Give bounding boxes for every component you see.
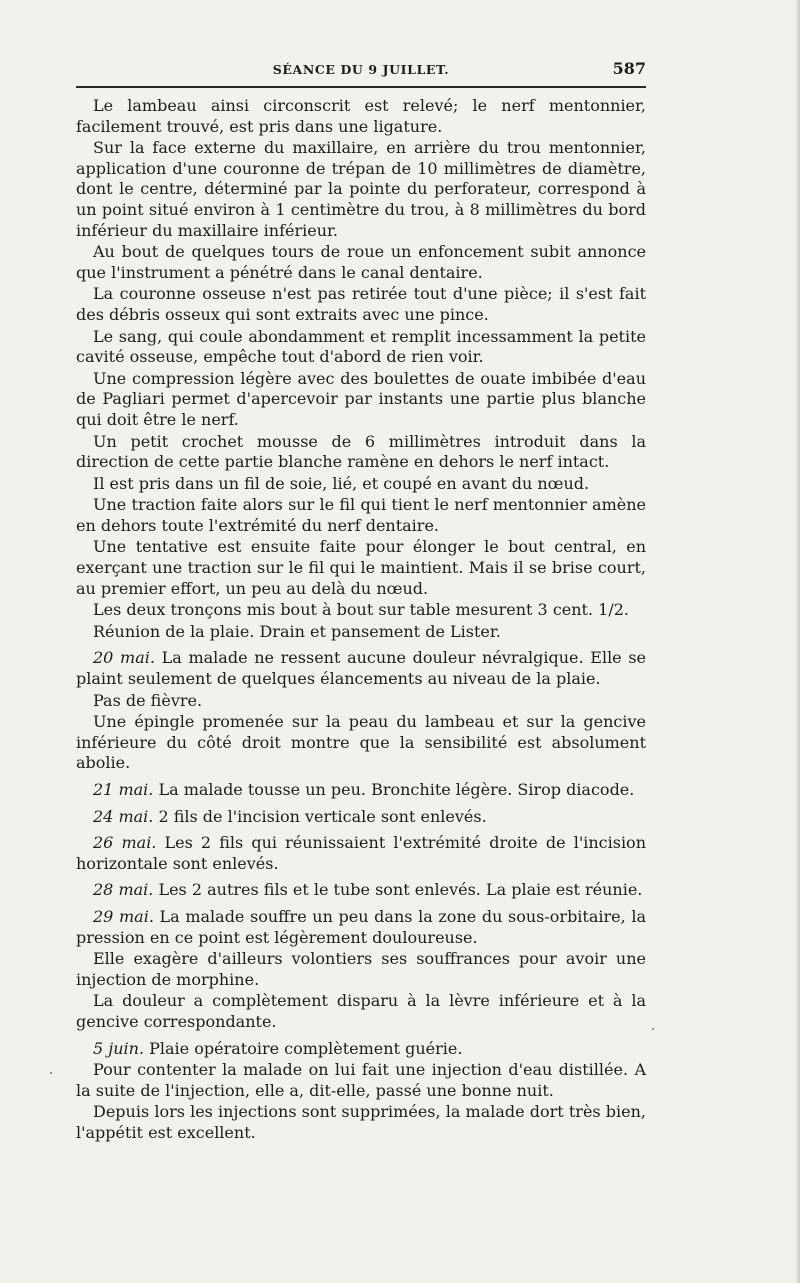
paragraph-text: Une compression légère avec des boulettes de ouate imbibée d'eau de Pagliari permet d'apercevoir par instants une partie plus blanche qui doit être le nerf. xyxy=(76,368,646,429)
paragraph-text: Les deux tronçons mis bout à bout sur table mesurent 3 cent. 1/2. xyxy=(93,600,629,620)
paragraph-text: La malade ne ressent aucune douleur névralgique. Elle se plaint seulement de quelques élancements au niveau de la plaie. xyxy=(76,648,646,689)
paragraph-date: 26 mai. xyxy=(93,833,157,853)
paragraph xyxy=(76,712,646,774)
paragraph xyxy=(76,369,646,431)
paragraph-text: Pas de fièvre. xyxy=(93,690,203,710)
paragraph xyxy=(76,1102,646,1143)
paragraph-text: Une tentative est ensuite faite pour élonger le bout central, en exerçant une traction sur le fil qui le maintient. Mais il se brise court, au premier effort, un peu au delà du nœud. xyxy=(76,537,646,598)
paragraph xyxy=(76,949,646,990)
paragraph-text: La couronne osseuse n'est pas retirée tout d'une pièce; il s'est fait des débris osseux qui sont extraits avec une pince. xyxy=(76,284,646,324)
paragraph-text: Elle exagère d'ailleurs volontiers ses souffrances pour avoir une injection de morphine. xyxy=(76,949,646,989)
paragraph xyxy=(76,600,646,621)
paragraph-text: Depuis lors les injections sont supprimées, la malade dort très bien, l'appétit est excellent. xyxy=(76,1102,646,1142)
paragraph-text: Un petit crochet mousse de 6 millimètres introduit dans la direction de cette partie blanche ramène en dehors le nerf intact. xyxy=(76,431,646,472)
paragraph xyxy=(76,432,646,473)
paragraph-date: 20 mai. xyxy=(93,648,155,668)
paragraph xyxy=(76,495,646,536)
print-speck xyxy=(50,1072,52,1074)
dated-paragraph xyxy=(76,880,646,901)
running-head xyxy=(76,58,646,84)
dated-paragraph xyxy=(76,1039,646,1060)
print-speck xyxy=(652,1028,654,1030)
dated-paragraph xyxy=(76,780,646,801)
running-title: SÉANCE DU 9 JUILLET. xyxy=(272,62,450,77)
paragraph-text: Les 2 fils qui réunissaient l'extrémité droite de l'incision horizontale sont enlevés. xyxy=(76,833,646,873)
paragraph xyxy=(76,691,646,712)
paragraph xyxy=(76,622,646,643)
paragraph-text: Sur la face externe du maxillaire, en arrière du trou mentonnier, application d'une couronne de trépan de 10 millimètres de diamètre, dont le centre, déterminé par la pointe du perforateur, correspond à un point situé environ à 1 centimètre du trou, à 8 millimètres du bord inférieur du maxillaire inférieur. xyxy=(76,138,646,240)
paragraph-date: 24 mai. xyxy=(93,806,154,826)
dated-paragraph xyxy=(76,807,646,828)
paragraph-date: 21 mai. xyxy=(93,780,154,799)
dated-paragraph xyxy=(76,648,646,689)
paragraph-text: Le sang, qui coule abondamment et remplit incessamment la petite cavité osseuse, empêche tout d'abord de rien voir. xyxy=(76,326,646,367)
dated-paragraph xyxy=(76,833,646,874)
paragraph-text: Pour contenter la malade on lui fait une injection d'eau distillée. A la suite de l'injection, elle a, dit-elle, passé une bonne nuit. xyxy=(76,1060,646,1100)
paragraph-text: Plaie opératoire complètement guérie. xyxy=(144,1038,463,1058)
paragraph xyxy=(76,284,646,325)
paragraph xyxy=(76,327,646,368)
paragraph xyxy=(76,1060,646,1101)
paragraph xyxy=(76,138,646,241)
dated-paragraph xyxy=(76,907,646,948)
book-page xyxy=(76,58,646,1145)
paragraph-text: La douleur a complètement disparu à la lèvre inférieure et à la gencive correspondante. xyxy=(76,991,646,1031)
paragraph xyxy=(76,991,646,1032)
paragraph-text: Les 2 autres fils et le tube sont enlevés. La plaie est réunie. xyxy=(153,880,643,900)
paragraph-text: La malade tousse un peu. Bronchite légère. Sirop diacode. xyxy=(153,780,635,799)
paragraph-date: 28 mai. xyxy=(93,880,154,900)
paragraph-text: Il est pris dans un fil de soie, lié, et coupé en avant du nœud. xyxy=(93,473,590,493)
paragraph xyxy=(76,474,646,495)
page-number: 587 xyxy=(612,59,646,78)
paragraph-text: La malade souffre un peu dans la zone du sous-orbitaire, la pression en ce point est légèrement douloureuse. xyxy=(76,906,646,947)
paragraph-date: 5 juin. xyxy=(93,1038,145,1058)
header-rule xyxy=(76,86,646,88)
paragraph-text: Une épingle promenée sur la peau du lambeau et sur la gencive inférieure du côté droit montre que la sensibilité est absolument abolie. xyxy=(76,712,646,773)
paragraph-text: Le lambeau ainsi circonscrit est relevé; le nerf mentonnier, facilement trouvé, est pris dans une ligature. xyxy=(76,96,646,136)
paragraph-text: Une traction faite alors sur le fil qui tient le nerf mentonnier amène en dehors toute l'extrémité du nerf dentaire. xyxy=(76,495,646,535)
page-edge-shadow xyxy=(795,0,800,1283)
paragraph xyxy=(76,96,646,137)
paragraph-text: 2 fils de l'incision verticale sont enlevés. xyxy=(153,806,487,826)
paragraph xyxy=(76,242,646,283)
paragraph xyxy=(76,537,646,599)
paragraph-text: Au bout de quelques tours de roue un enfoncement subit annonce que l'instrument a pénétré dans le canal dentaire. xyxy=(76,242,646,282)
paragraph-text: Réunion de la plaie. Drain et pansement de Lister. xyxy=(93,621,501,641)
paragraph-date: 29 mai. xyxy=(93,906,154,926)
body-text xyxy=(76,96,646,1144)
